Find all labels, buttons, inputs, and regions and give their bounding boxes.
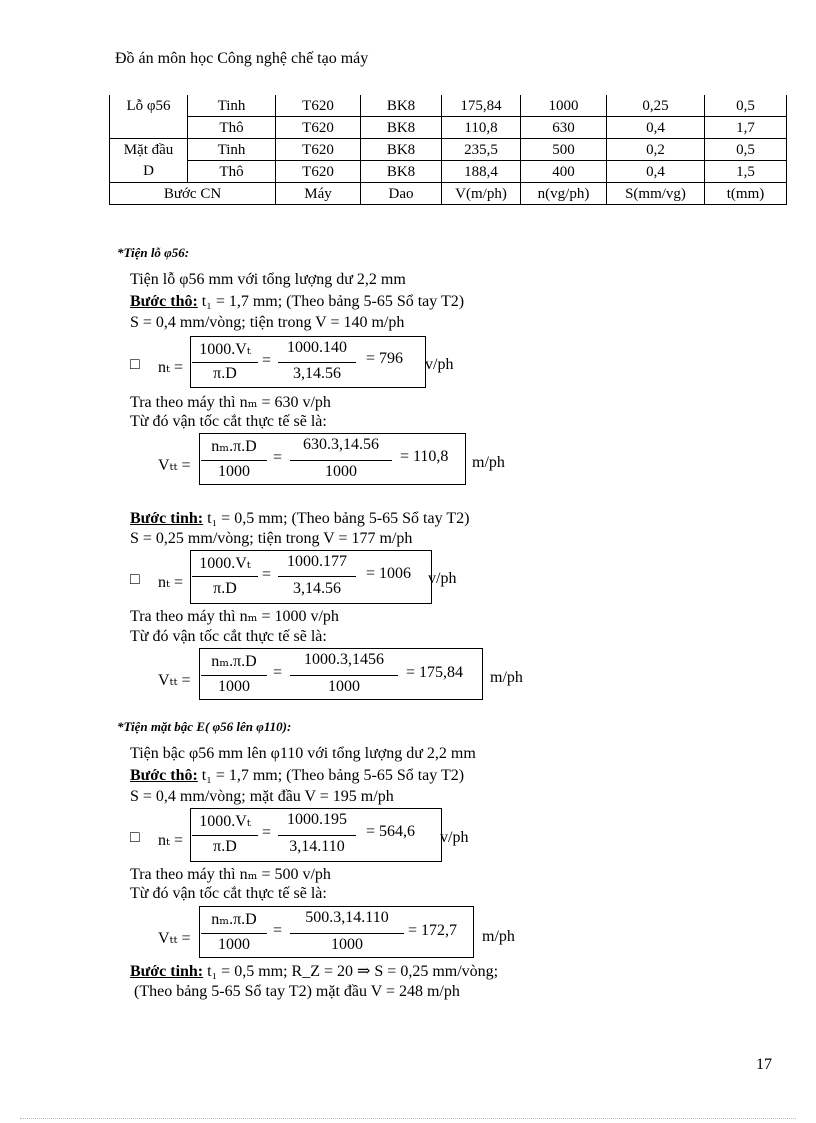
step-line (130, 510, 469, 528)
equals-sign: = (273, 922, 283, 939)
section-intro: Tiện bậc φ56 mm lên φ110 với tổng lượng dư 2,2 mm (130, 745, 476, 762)
table-cell: V(m/ph) (442, 183, 521, 205)
velocity-intro-line: Từ đó vận tốc cắt thực tế sẽ là: (130, 885, 327, 902)
fraction-numerator: nₘ.π.D (211, 911, 257, 928)
formula-lhs: Vₜₜ = (158, 457, 191, 474)
formula-unit: v/ph (440, 829, 469, 846)
velocity-intro-line: Từ đó vận tốc cắt thực tế sẽ là: (130, 413, 327, 430)
fraction-numerator: nₘ.π.D (211, 438, 257, 455)
cutting-parameters-table (109, 95, 787, 205)
table-cell: Thô (188, 161, 276, 183)
table-cell: S(mm/vg) (607, 183, 705, 205)
fraction-denominator: 3,14.110 (289, 838, 345, 855)
table-cell: 630 (521, 117, 607, 139)
table-cell: 235,5 (442, 139, 521, 161)
feed-line: S = 0,4 mm/vòng; tiện trong V = 140 m/ph (130, 314, 405, 331)
fraction-numerator: 1000.Vₜ (199, 341, 251, 358)
table-cell: T620 (276, 161, 361, 183)
fraction-denominator: π.D (213, 365, 237, 382)
fraction-bar (290, 933, 404, 934)
fraction-numerator: 500.3,14.110 (305, 909, 389, 926)
formula-result: = 172,7 (408, 922, 458, 939)
table-cell: t(mm) (705, 183, 787, 205)
table-cell: 0,4 (607, 161, 705, 183)
table-cell: BK8 (361, 161, 442, 183)
step-line (130, 293, 464, 311)
table-cell: Mặt đầu (110, 139, 188, 161)
table-cell: BK8 (361, 139, 442, 161)
formula-result: = 796 (366, 350, 404, 367)
table-cell: 1,5 (705, 161, 787, 183)
equals-sign: = (273, 664, 283, 681)
fraction-bar (201, 460, 267, 461)
fraction-numerator: 1000.Vₜ (199, 555, 251, 572)
formula-result: = 175,84 (406, 664, 464, 681)
formula-result: = 564,6 (366, 823, 416, 840)
fraction-bar (192, 576, 258, 577)
step-label: Bước tinh: (130, 963, 204, 980)
fraction-numerator: 630.3,14.56 (303, 436, 379, 453)
fraction-denominator: π.D (213, 580, 237, 597)
fraction-denominator: 1000 (218, 936, 250, 953)
table-cell: 400 (521, 161, 607, 183)
feed-line: S = 0,4 mm/vòng; mặt đầu V = 195 m/ph (130, 788, 394, 805)
table-cell: 110,8 (442, 117, 521, 139)
fraction-bar (278, 835, 356, 836)
bullet: □ (130, 571, 140, 588)
fraction-numerator: 1000.195 (287, 811, 347, 828)
table-cell: T620 (276, 139, 361, 161)
table-cell: 0,4 (607, 117, 705, 139)
fraction-denominator: 1000 (331, 936, 363, 953)
step-text: t₁ = 1,7 mm; (Theo bảng 5-65 Sổ tay T2) (197, 767, 465, 784)
fraction-bar (290, 460, 392, 461)
fraction-numerator: 1000.Vₜ (199, 813, 251, 830)
machine-speed-line: Tra theo máy thì nₘ = 1000 v/ph (130, 608, 339, 625)
step-line (130, 767, 464, 785)
page-number: 17 (756, 1056, 772, 1073)
fraction-numerator: nₘ.π.D (211, 653, 257, 670)
velocity-intro-line: Từ đó vận tốc cắt thực tế sẽ là: (130, 628, 327, 645)
step-label: Bước thô: (130, 767, 198, 784)
formula-result: = 1006 (366, 565, 412, 582)
formula-lhs: Vₜₜ = (158, 672, 191, 689)
table-cell: 1,7 (705, 117, 787, 139)
table-cell: 0,5 (705, 95, 787, 117)
table-cell: 500 (521, 139, 607, 161)
fraction-numerator: 1000.140 (287, 339, 347, 356)
formula-unit: v/ph (425, 356, 454, 373)
table-cell: BK8 (361, 117, 442, 139)
formula-unit: m/ph (482, 928, 515, 945)
formula-lhs: nₜ = (158, 832, 183, 849)
fraction-numerator: 1000.3,1456 (304, 651, 384, 668)
step-label: Bước thô: (130, 293, 198, 310)
table-cell: T620 (276, 117, 361, 139)
table-cell: 175,84 (442, 95, 521, 117)
bullet: □ (130, 356, 140, 373)
table-cell: T620 (276, 95, 361, 117)
formula-lhs: Vₜₜ = (158, 930, 191, 947)
formula-unit: m/ph (490, 669, 523, 686)
bullet: □ (130, 829, 140, 846)
table-cell: D (110, 161, 188, 183)
table-row (110, 161, 787, 183)
fraction-bar (201, 933, 267, 934)
fraction-denominator: 3,14.56 (293, 365, 341, 382)
table-cell: Thô (188, 117, 276, 139)
equals-sign: = (262, 352, 272, 369)
table-cell: Tinh (188, 95, 276, 117)
equals-sign: = (262, 824, 272, 841)
fraction-bar (278, 362, 356, 363)
step-text: t₁ = 0,5 mm; R_Z = 20 ⇒ S = 0,25 mm/vòng; (203, 963, 499, 980)
table-footer-row (110, 183, 787, 205)
table-row (110, 117, 787, 139)
table-cell: 0,25 (607, 95, 705, 117)
fraction-denominator: 1000 (328, 678, 360, 695)
fraction-bar (192, 362, 258, 363)
fraction-bar (290, 675, 398, 676)
fraction-bar (192, 835, 258, 836)
fraction-denominator: 1000 (218, 678, 250, 695)
fraction-numerator: 1000.177 (287, 553, 347, 570)
page-header: Đồ án môn học Công nghệ chế tạo máy (115, 50, 369, 67)
equals-sign: = (273, 449, 283, 466)
fraction-denominator: 1000 (218, 463, 250, 480)
machine-speed-line: Tra theo máy thì nₘ = 630 v/ph (130, 394, 331, 411)
table-cell: 0,2 (607, 139, 705, 161)
table-cell (110, 117, 188, 139)
fraction-denominator: π.D (213, 838, 237, 855)
table-cell: Lỗ φ56 (110, 95, 188, 117)
step-text: t₁ = 1,7 mm; (Theo bảng 5-65 Sổ tay T2) (197, 293, 465, 310)
fraction-bar (278, 576, 356, 577)
machine-speed-line: Tra theo máy thì nₘ = 500 v/ph (130, 866, 331, 883)
feed-line: S = 0,25 mm/vòng; tiện trong V = 177 m/ph (130, 530, 413, 547)
fraction-denominator: 3,14.56 (293, 580, 341, 597)
table-cell: 0,5 (705, 139, 787, 161)
section-title: *Tiện lỗ φ56: (117, 245, 190, 260)
formula-unit: m/ph (472, 454, 505, 471)
formula-lhs: nₜ = (158, 574, 183, 591)
fraction-denominator: 1000 (325, 463, 357, 480)
equals-sign: = (262, 566, 272, 583)
step-text: t₁ = 0,5 mm; (Theo bảng 5-65 Sổ tay T2) (203, 510, 470, 527)
fraction-bar (201, 675, 267, 676)
page-bottom-divider (20, 1118, 796, 1119)
section-intro: Tiện lỗ φ56 mm với tổng lượng dư 2,2 mm (130, 271, 406, 288)
table-cell: Tinh (188, 139, 276, 161)
table-cell: Máy (276, 183, 361, 205)
section-title: *Tiện mặt bậc E( φ56 lên φ110): (117, 719, 292, 734)
formula-result: = 110,8 (400, 448, 449, 465)
table-cell: 188,4 (442, 161, 521, 183)
table-row (110, 139, 787, 161)
formula-lhs: nₜ = (158, 359, 183, 376)
table-cell: BK8 (361, 95, 442, 117)
formula-unit: v/ph (428, 570, 457, 587)
step-label: Bước tinh: (130, 510, 204, 527)
table-cell: Bước CN (110, 183, 276, 205)
step-line (130, 961, 498, 981)
table-cell: Dao (361, 183, 442, 205)
table-cell: 1000 (521, 95, 607, 117)
feed-line: (Theo bảng 5-65 Sổ tay T2) mặt đầu V = 248 m/ph (134, 983, 460, 1000)
table-cell: n(vg/ph) (521, 183, 607, 205)
table-row (110, 95, 787, 117)
